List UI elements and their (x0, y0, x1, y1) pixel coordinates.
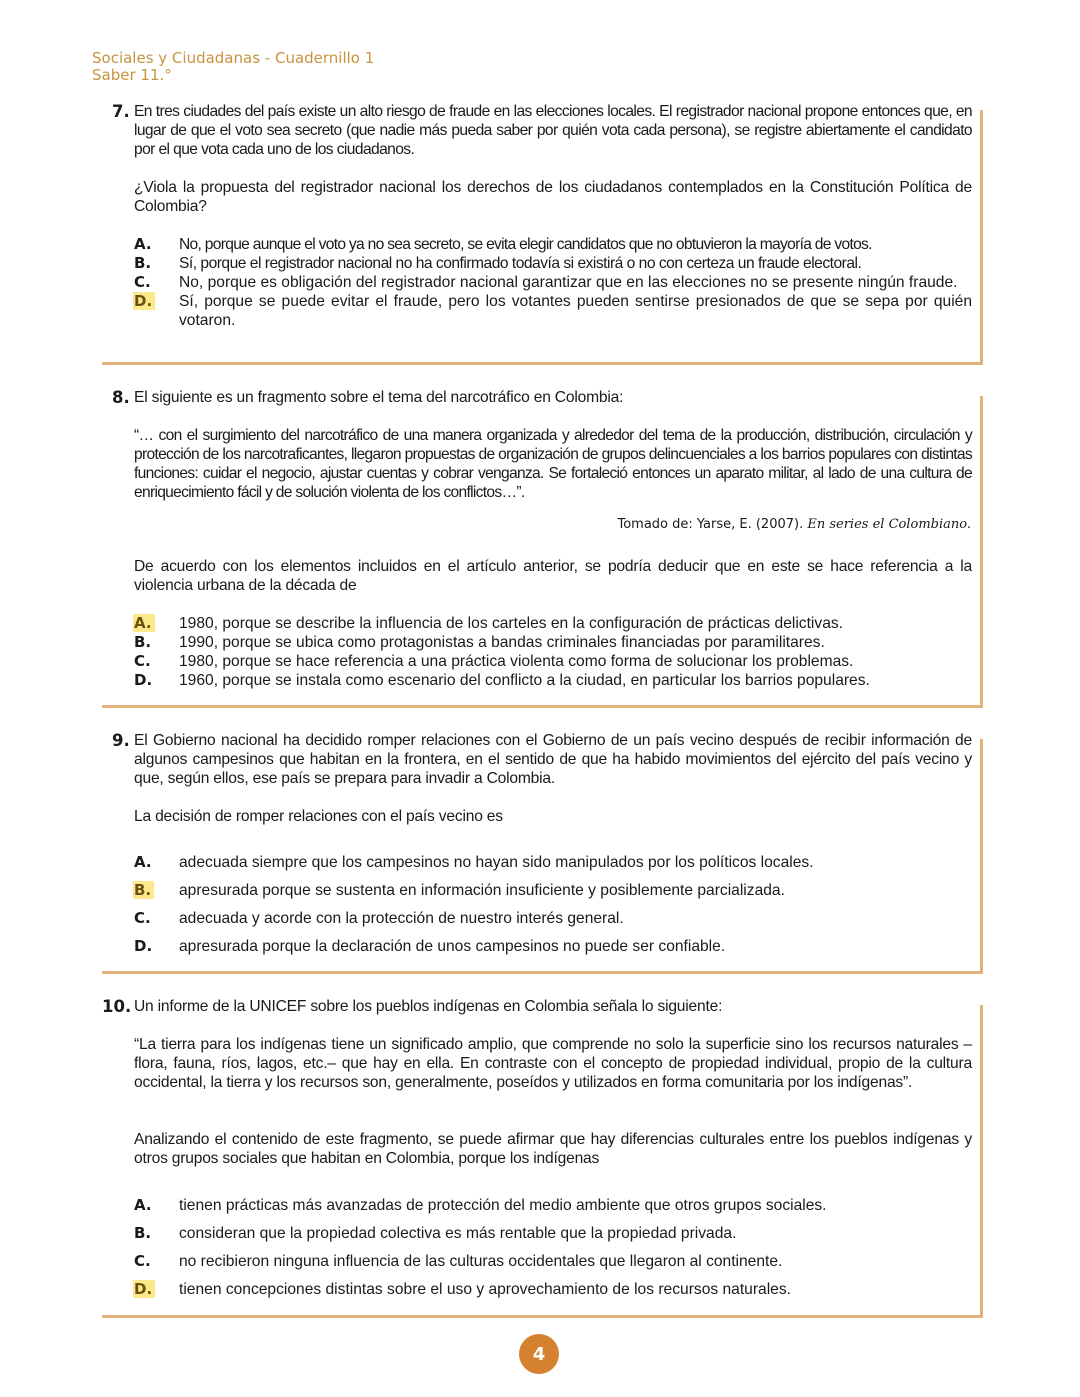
option-letter: D. (134, 937, 153, 955)
option-text: tienen concepciones distintas sobre el uso y aprovechamiento de los recursos naturales. (179, 1281, 791, 1298)
frame-bottom-border (102, 362, 983, 365)
option-letter: C. (134, 652, 151, 670)
question-number: 10. (102, 997, 132, 1016)
answer-options (134, 1196, 972, 1308)
option-letter-highlighted: D. (133, 1280, 155, 1298)
answer-options (134, 853, 972, 965)
option-c[interactable] (134, 273, 972, 292)
option-d[interactable] (134, 937, 972, 956)
option-d[interactable] (134, 1280, 972, 1299)
option-text: adecuada siempre que los campesinos no hayan sido manipulados por los políticos locales. (179, 854, 814, 871)
option-letter-highlighted: D. (133, 292, 155, 310)
frame-bottom-border (102, 705, 983, 708)
option-letter: D. (134, 671, 153, 689)
header-subject: Sociales y Ciudadanas - Cuadernillo 1 (92, 49, 375, 67)
option-b[interactable] (134, 633, 972, 652)
page-number-badge: 4 (519, 1334, 559, 1374)
frame-right-border (980, 110, 983, 365)
citation-title: En series el Colombiano. (807, 517, 971, 532)
question-number: 9. (112, 731, 130, 750)
option-text: tienen prácticas más avanzadas de protección del medio ambiente que otros grupos sociales. (179, 1197, 827, 1214)
option-c[interactable] (134, 1252, 972, 1271)
option-letter: B. (134, 1224, 152, 1242)
question-7 (102, 100, 983, 365)
question-number: 8. (112, 388, 130, 407)
quoted-fragment: “… con el surgimiento del narcotráfico de una manera organizada y alrededor del tema de la producción, distribución, circulación y protección de los narcotraficantes, llegaron propuestas de organización de grupos delincuenciales a los barrios populares con distintas funciones: cuidar el negocio, ajustar cuentas y cobrar venganza. Se fortaleció entonces un aparato militar, al lado de una cultura de enriquecimiento fácil y de solución violenta de los conflictos…”. (134, 427, 972, 501)
frame-bottom-border (102, 1315, 983, 1318)
frame-right-border (980, 1005, 983, 1318)
option-letter-highlighted: A. (133, 614, 155, 632)
option-text: No, porque es obligación del registrador nacional garantizar que en las elecciones no se presente ningún fraude. (179, 274, 958, 291)
option-letter-highlighted: B. (133, 881, 154, 899)
option-letter: B. (134, 254, 152, 272)
quoted-fragment: “La tierra para los indígenas tiene un significado amplio, que comprende no solo la superficie sino los recursos naturales –flora, fauna, ríos, lagos, etc.– que hay en ella. En contraste con el concepto de propiedad individual, propio de la cultura occidental, la tierra y los recursos son, generalmente, poseídos y utilizados en forma comunitaria por los indígenas”. (134, 1036, 972, 1091)
option-letter: B. (134, 633, 152, 651)
option-d[interactable] (134, 292, 972, 330)
option-text: 1990, porque se ubica como protagonistas a bandas criminales financiadas por paramilitares. (179, 634, 825, 651)
citation-author: Tomado de: Yarse, E. (2007). (617, 517, 808, 532)
option-text: 1980, porque se describe la influencia de los carteles en la configuración de prácticas delictivas. (179, 615, 843, 632)
option-text: 1980, porque se hace referencia a una práctica violenta como forma de solucionar los problemas. (179, 653, 854, 670)
question-stem: El Gobierno nacional ha decidido romper relaciones con el Gobierno de un país vecino después de recibir información de algunos campesinos que habitan en la frontera, en el sentido de que ha habido movimientos del ejército del país vecino y que, según ellos, ese país se prepara para invadir a Colombia. (134, 732, 972, 787)
option-letter: A. (134, 1196, 152, 1214)
question-number: 7. (112, 102, 130, 121)
question-prompt: Analizando el contenido de este fragmento, se puede afirmar que hay diferencias culturales entre los pueblos indígenas y otros grupos sociales que habitan en Colombia, porque los indígenas (134, 1131, 972, 1167)
question-prompt: La decisión de romper relaciones con el país vecino es (134, 808, 503, 825)
option-text: Sí, porque el registrador nacional no ha confirmado todavía si existirá o no con certeza un fraude electoral. (179, 255, 862, 272)
citation (617, 517, 971, 532)
option-text: no recibieron ninguna influencia de las culturas occidentales que llegaron al continente. (179, 1253, 783, 1270)
option-a[interactable] (134, 235, 972, 254)
frame-right-border (980, 739, 983, 974)
option-letter: C. (134, 273, 151, 291)
document-header (92, 50, 374, 84)
option-text: Sí, porque se puede evitar el fraude, pero los votantes pueden sentirse presionados de que se sepa por quién votaron. (179, 293, 972, 329)
option-b[interactable] (134, 881, 972, 900)
question-stem: El siguiente es un fragmento sobre el tema del narcotráfico en Colombia: (134, 389, 624, 406)
option-text: apresurada porque la declaración de unos campesinos no puede ser confiable. (179, 938, 726, 955)
option-letter: A. (134, 235, 152, 253)
option-b[interactable] (134, 1224, 972, 1243)
question-9 (102, 729, 983, 974)
question-8 (102, 386, 983, 708)
option-c[interactable] (134, 652, 972, 671)
option-a[interactable] (134, 1196, 972, 1215)
option-d[interactable] (134, 671, 972, 690)
answer-options (134, 235, 972, 330)
answer-options (134, 614, 972, 690)
option-a[interactable] (134, 614, 972, 633)
frame-bottom-border (102, 971, 983, 974)
option-letter: C. (134, 1252, 151, 1270)
option-text: apresurada porque se sustenta en información insuficiente y posiblemente parcializada. (179, 882, 785, 899)
option-text: adecuada y acorde con la protección de nuestro interés general. (179, 910, 624, 927)
option-a[interactable] (134, 853, 972, 872)
frame-right-border (980, 396, 983, 708)
question-prompt: De acuerdo con los elementos incluidos en el artículo anterior, se podría deducir que en este se hace referencia a la violencia urbana de la década de (134, 558, 972, 594)
option-letter: C. (134, 909, 151, 927)
option-text: 1960, porque se instala como escenario del conflicto a la ciudad, en particular los barrios populares. (179, 672, 870, 689)
question-stem: Un informe de la UNICEF sobre los pueblos indígenas en Colombia señala lo siguiente: (134, 998, 723, 1015)
option-c[interactable] (134, 909, 972, 928)
question-prompt: ¿Viola la propuesta del registrador nacional los derechos de los ciudadanos contemplados en la Constitución Política de Colombia? (134, 179, 972, 215)
option-text: consideran que la propiedad colectiva es más rentable que la propiedad privada. (179, 1225, 737, 1242)
question-stem: En tres ciudades del país existe un alto riesgo de fraude en las elecciones locales. El registrador nacional propone entonces que, en lugar de que el voto sea secreto (que nadie más pueda saber por quién vota cada persona), se registre abiertamente el candidato por el que vota cada uno de los ciudadanos. (134, 103, 972, 158)
option-letter: A. (134, 853, 152, 871)
option-text: No, porque aunque el voto ya no sea secreto, se evita elegir candidatos que no obtuvieron la mayoría de votos. (179, 236, 872, 253)
header-exam: Saber 11.° (92, 66, 172, 84)
question-10 (102, 995, 983, 1318)
option-b[interactable] (134, 254, 972, 273)
